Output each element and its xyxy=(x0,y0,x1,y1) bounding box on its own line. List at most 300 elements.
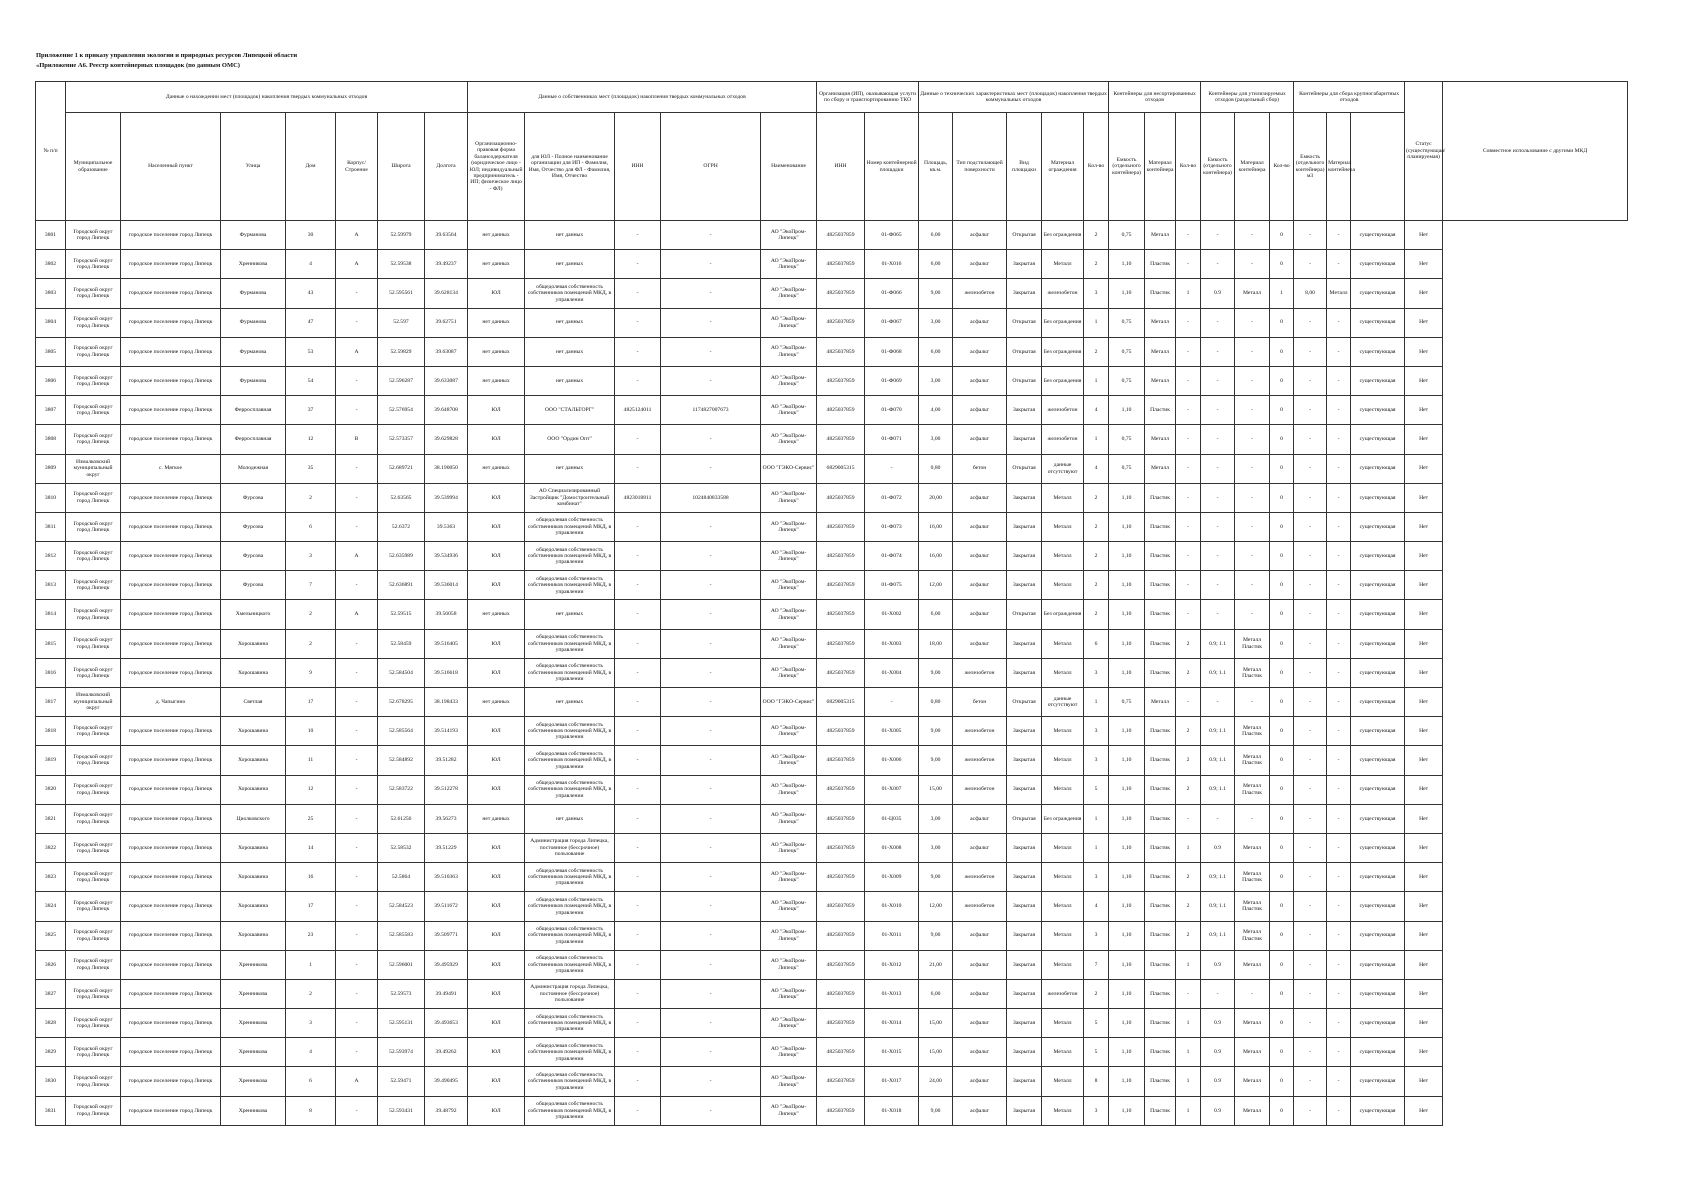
table-cell xyxy=(1294,1009,1327,1038)
column-header: Материал контейнера xyxy=(1145,113,1176,221)
cell-text: Пластик xyxy=(1150,786,1171,793)
table-cell xyxy=(525,425,615,454)
table-cell xyxy=(865,600,919,629)
table-cell xyxy=(468,483,525,512)
cell-text: - xyxy=(636,844,639,851)
cell-text: Измалковский муниципальный округ xyxy=(73,458,113,478)
table-cell xyxy=(1294,629,1327,658)
table-cell xyxy=(1201,717,1235,746)
cell-text: Городской округ город Липецк xyxy=(73,1016,113,1030)
table-cell xyxy=(1327,1009,1351,1038)
table-cell xyxy=(865,279,919,308)
cell-text: асфальт xyxy=(970,932,989,939)
table-cell xyxy=(1176,454,1201,483)
cell-text: Хорошавина xyxy=(238,786,268,793)
cell-text: АО "ЭкоПром-Липецк" xyxy=(770,637,807,650)
cell-text: - xyxy=(709,990,712,997)
cell-text: Городской округ город Липецк xyxy=(73,374,113,388)
table-cell xyxy=(761,512,817,541)
cell-text: Металл xyxy=(1151,319,1170,326)
table-cell xyxy=(817,396,865,425)
cell-text: 18,00 xyxy=(929,640,942,647)
table-cell xyxy=(661,892,761,921)
cell-text: железобетон xyxy=(1047,407,1078,414)
cell-text: Закрытая xyxy=(1012,1107,1036,1114)
table-cell xyxy=(1327,717,1351,746)
cell-text: 1,10 xyxy=(1121,961,1132,968)
cell-text: ООО "Ордин Опт" xyxy=(547,436,592,443)
table-cell xyxy=(1270,979,1294,1008)
table-cell xyxy=(761,950,817,979)
cell-text: Открытая xyxy=(1012,377,1036,384)
table-cell xyxy=(661,717,761,746)
table-cell xyxy=(919,746,953,775)
table-cell xyxy=(1084,279,1109,308)
cell-text: - xyxy=(636,640,639,647)
table-row xyxy=(36,775,1628,804)
cell-text: Металл xyxy=(1053,523,1072,530)
table-cell xyxy=(1007,804,1042,833)
cell-text: существующая xyxy=(1359,261,1396,268)
table-cell xyxy=(1351,746,1405,775)
table-cell xyxy=(761,921,817,950)
table-cell xyxy=(661,571,761,600)
cell-text: существующая xyxy=(1359,436,1396,443)
table-cell xyxy=(1327,921,1351,950)
table-cell xyxy=(1109,512,1145,541)
table-cell xyxy=(525,396,615,425)
cell-text: 0 xyxy=(1280,231,1283,238)
table-row xyxy=(36,688,1628,717)
cell-text: Металл xyxy=(1151,377,1170,384)
cell-text: 9,00 xyxy=(930,728,941,735)
cell-text: - xyxy=(1337,1107,1340,1114)
table-cell xyxy=(1109,833,1145,862)
table-cell xyxy=(221,979,286,1008)
column-header: ИНН xyxy=(817,113,865,221)
table-cell xyxy=(1327,775,1351,804)
cell-text: Нет xyxy=(1419,961,1429,968)
cell-text: - xyxy=(1309,319,1311,326)
cell-text: АО "ЭкоПром-Липецк" xyxy=(770,929,807,942)
table-cell xyxy=(1351,629,1405,658)
table-cell xyxy=(378,950,425,979)
table-cell xyxy=(1235,775,1270,804)
table-cell xyxy=(761,221,817,250)
table-cell xyxy=(1270,746,1294,775)
cell-text: 3817 xyxy=(44,698,57,705)
table-cell xyxy=(865,425,919,454)
cell-text: 3,00 xyxy=(930,436,941,443)
cell-text: - xyxy=(1216,611,1219,618)
cell-text: - xyxy=(709,961,712,968)
table-cell xyxy=(1084,308,1109,337)
table-cell xyxy=(286,863,336,892)
table-cell xyxy=(1176,1096,1201,1125)
table-cell xyxy=(66,892,121,921)
cell-text: - xyxy=(355,407,358,414)
cell-text: - xyxy=(709,1078,712,1085)
cell-text: - xyxy=(1216,698,1219,705)
table-cell xyxy=(1351,1038,1405,1067)
cell-text: Городской округ город Липецк xyxy=(73,491,113,504)
cell-text: 0 xyxy=(1280,261,1283,268)
cell-text: 15,00 xyxy=(929,786,942,793)
table-cell xyxy=(615,629,661,658)
table-cell xyxy=(336,308,378,337)
table-cell xyxy=(919,717,953,746)
cell-text: - xyxy=(636,669,639,676)
table-cell xyxy=(1270,688,1294,717)
table-cell xyxy=(525,308,615,337)
cell-text: ЮЛ xyxy=(491,1019,501,1026)
cell-text: 0 xyxy=(1280,669,1283,676)
cell-text: Пластик xyxy=(1150,757,1171,764)
table-cell xyxy=(953,425,1007,454)
cell-text: Фурманова xyxy=(239,231,267,238)
cell-text: 0 xyxy=(1280,611,1283,618)
cell-text: Пластик xyxy=(1150,523,1171,530)
cell-text: 1 xyxy=(1186,290,1190,297)
cell-text: ЮЛ xyxy=(491,728,501,735)
table-cell xyxy=(761,483,817,512)
table-cell xyxy=(221,308,286,337)
table-cell xyxy=(1235,396,1270,425)
cell-text: ЮЛ xyxy=(491,1107,501,1114)
table-cell xyxy=(919,629,953,658)
table-cell xyxy=(286,892,336,921)
cell-text: 2 xyxy=(309,611,312,618)
table-cell xyxy=(1351,425,1405,454)
table-cell xyxy=(919,396,953,425)
cell-text: общедолевая собственность собственников помещений МКД, в управлении xyxy=(527,1071,612,1091)
cell-text: 0 xyxy=(1280,728,1283,735)
table-cell xyxy=(1176,425,1201,454)
cell-text: - xyxy=(1309,552,1311,559)
cell-text: 0,75 xyxy=(1121,465,1132,472)
cell-text: - xyxy=(1309,961,1311,968)
cell-text: Металл Пластик xyxy=(1242,754,1263,767)
cell-text: 4,00 xyxy=(930,407,941,414)
table-cell xyxy=(1176,658,1201,687)
table-cell xyxy=(661,688,761,717)
table-cell xyxy=(121,571,221,600)
table-cell xyxy=(1327,396,1351,425)
cell-text: 1 xyxy=(1094,815,1098,822)
table-cell xyxy=(1084,979,1109,1008)
table-cell xyxy=(1109,396,1145,425)
cell-text: 0 xyxy=(1280,874,1283,881)
cell-text: ЮЛ xyxy=(491,1078,501,1085)
cell-text: Пластик xyxy=(1150,990,1171,997)
cell-text: 3 xyxy=(1094,1107,1098,1114)
cell-text: - xyxy=(1309,990,1311,997)
cell-text: ЮЛ xyxy=(491,436,501,443)
cell-text: - xyxy=(1187,523,1189,530)
cell-text: асфальт xyxy=(970,582,989,589)
cell-text: 52.58459 xyxy=(390,640,412,647)
table-cell xyxy=(1007,337,1042,366)
table-cell xyxy=(865,746,919,775)
table-cell xyxy=(1405,775,1443,804)
table-cell xyxy=(919,308,953,337)
cell-text: Хренникова xyxy=(238,961,268,968)
cell-text: Нет xyxy=(1419,582,1429,589)
cell-text: - xyxy=(355,990,358,997)
table-cell xyxy=(817,250,865,279)
cell-text: Закрытая xyxy=(1012,786,1036,793)
table-cell xyxy=(221,658,286,687)
cell-text: АО "ЭкоПром-Липецк" xyxy=(770,1016,807,1030)
table-cell xyxy=(425,600,468,629)
table-cell xyxy=(1042,921,1084,950)
table-cell xyxy=(336,863,378,892)
table-cell xyxy=(1405,396,1443,425)
cell-text: 0 xyxy=(1280,1019,1283,1026)
table-cell xyxy=(286,366,336,395)
cell-text: ЮЛ xyxy=(491,552,501,559)
cell-text: 4 xyxy=(1094,903,1098,910)
cell-text: 3808 xyxy=(44,436,57,443)
cell-text: - xyxy=(1337,1019,1340,1026)
table-row xyxy=(36,425,1628,454)
cell-text: Пластик xyxy=(1150,903,1171,910)
cell-text: - xyxy=(1187,231,1189,238)
column-header: Широта xyxy=(378,113,425,221)
table-cell xyxy=(817,512,865,541)
cell-text: общедолевая собственность собственников помещений МКД, в управлении xyxy=(527,1042,612,1062)
cell-text: Металл xyxy=(1053,961,1072,968)
table-cell xyxy=(661,629,761,658)
table-cell xyxy=(817,1067,865,1096)
table-cell xyxy=(919,979,953,1008)
table-cell xyxy=(1145,863,1176,892)
cell-text: - xyxy=(1216,407,1219,414)
cell-text: 3824 xyxy=(44,903,57,910)
cell-text: - xyxy=(1337,348,1340,355)
cell-text: - xyxy=(636,523,639,530)
table-cell xyxy=(1042,658,1084,687)
table-cell xyxy=(865,1096,919,1125)
table-cell xyxy=(121,221,221,250)
cell-text: А xyxy=(354,231,359,238)
table-cell xyxy=(1176,950,1201,979)
table-cell xyxy=(953,863,1007,892)
cell-text: городское поселение город Липецк xyxy=(128,669,213,676)
table-cell xyxy=(1007,979,1042,1008)
cell-text: 1 xyxy=(1094,377,1098,384)
cell-text: нет данных xyxy=(482,319,510,326)
cell-text: 0 xyxy=(1280,436,1283,443)
cell-text: А xyxy=(354,261,359,268)
table-row xyxy=(36,833,1628,862)
cell-text: 1 xyxy=(1094,698,1098,705)
cell-text: - xyxy=(355,377,358,384)
table-row xyxy=(36,1009,1628,1038)
table-cell xyxy=(36,425,66,454)
cell-text: А xyxy=(354,348,359,355)
cell-text: Закрытая xyxy=(1012,552,1036,559)
table-cell xyxy=(953,833,1007,862)
table-cell xyxy=(1084,804,1109,833)
table-cell xyxy=(1270,308,1294,337)
table-cell xyxy=(1145,279,1176,308)
cell-text: Пластик xyxy=(1150,844,1171,851)
table-cell xyxy=(919,483,953,512)
table-cell xyxy=(1235,688,1270,717)
cell-text: Закрытая xyxy=(1012,436,1036,443)
table-cell xyxy=(1145,804,1176,833)
column-header: Кол-во xyxy=(1176,113,1201,221)
table-cell xyxy=(1405,1096,1443,1125)
table-cell xyxy=(336,717,378,746)
cell-text: АО "ЭкоПром-Липецк" xyxy=(770,1075,807,1088)
table-cell xyxy=(865,366,919,395)
table-cell xyxy=(661,1009,761,1038)
cell-text: существующая xyxy=(1359,1107,1396,1114)
table-cell xyxy=(121,863,221,892)
cell-text: Пластик xyxy=(1150,728,1171,735)
table-row xyxy=(36,746,1628,775)
cell-text: Фурманова xyxy=(239,319,267,326)
cell-text: - xyxy=(636,1107,639,1114)
table-cell xyxy=(1405,979,1443,1008)
cell-text: - xyxy=(636,786,639,793)
table-cell xyxy=(1270,221,1294,250)
cell-text: Пластик xyxy=(1150,290,1171,297)
table-cell xyxy=(1201,979,1235,1008)
cell-text: - xyxy=(709,757,712,764)
table-cell xyxy=(468,1009,525,1038)
cell-text: - xyxy=(1251,582,1253,589)
cell-text: АО "ЭкоПром-Липецк" xyxy=(770,783,807,796)
cell-text: - xyxy=(355,757,358,764)
cell-text: городское поселение город Липецк xyxy=(128,552,213,559)
table-cell xyxy=(817,688,865,717)
cell-text: городское поселение город Липецк xyxy=(128,1107,213,1114)
cell-text: 3826 xyxy=(44,961,57,968)
table-cell xyxy=(1007,250,1042,279)
cell-text: Светлая xyxy=(243,698,263,705)
cell-text: - xyxy=(890,465,893,472)
table-cell xyxy=(1294,658,1327,687)
table-cell xyxy=(525,1067,615,1096)
column-header: Улица xyxy=(221,113,286,221)
table-cell xyxy=(66,746,121,775)
table-cell xyxy=(761,1096,817,1125)
table-cell xyxy=(425,1009,468,1038)
table-cell xyxy=(865,571,919,600)
table-cell xyxy=(66,221,121,250)
table-cell xyxy=(1351,337,1405,366)
table-cell xyxy=(1327,542,1351,571)
cell-text: АО "ЭкоПром-Липецк" xyxy=(770,228,807,242)
table-cell xyxy=(468,979,525,1008)
table-cell xyxy=(1201,775,1235,804)
table-cell xyxy=(425,717,468,746)
table-cell xyxy=(121,308,221,337)
table-cell xyxy=(865,1038,919,1067)
cell-text: В xyxy=(354,436,359,443)
table-cell xyxy=(66,250,121,279)
cell-text: 0.9 xyxy=(1214,961,1222,968)
cell-text: - xyxy=(709,874,712,881)
table-cell xyxy=(1235,250,1270,279)
table-cell xyxy=(761,979,817,1008)
table-cell xyxy=(1109,629,1145,658)
table-cell xyxy=(221,221,286,250)
cell-text: 39.495929 xyxy=(434,961,458,968)
table-cell xyxy=(1084,337,1109,366)
cell-text: 01-Х014 xyxy=(881,1019,902,1026)
table-cell xyxy=(336,892,378,921)
table-cell xyxy=(761,454,817,483)
cell-text: АО "ЭкоПром-Липецк" xyxy=(770,987,807,1000)
cell-text: асфальт xyxy=(970,1049,989,1056)
cell-text: 52.59538 xyxy=(390,261,412,268)
table-cell xyxy=(121,921,221,950)
table-row xyxy=(36,512,1628,541)
table-cell xyxy=(661,279,761,308)
cell-text: городское поселение город Липецк xyxy=(128,1078,213,1085)
cell-text: 39.49491 xyxy=(435,990,457,997)
cell-text: - xyxy=(1187,582,1189,589)
table-cell xyxy=(761,250,817,279)
cell-text: 52.585583 xyxy=(389,932,413,939)
table-cell xyxy=(286,221,336,250)
table-cell xyxy=(36,279,66,308)
cell-text: 2 xyxy=(1094,348,1098,355)
cell-text: А xyxy=(354,552,359,559)
table-cell xyxy=(1201,366,1235,395)
table-cell xyxy=(953,921,1007,950)
cell-text: д. Чапыгино xyxy=(155,698,186,705)
table-cell xyxy=(525,600,615,629)
cell-text: Молодежная xyxy=(237,465,269,472)
table-cell xyxy=(66,571,121,600)
cell-text: существующая xyxy=(1359,552,1396,559)
cell-text: А xyxy=(354,1078,359,1085)
table-cell xyxy=(221,600,286,629)
cell-text: существующая xyxy=(1359,523,1396,530)
table-cell xyxy=(953,717,1007,746)
table-cell xyxy=(378,337,425,366)
table-cell xyxy=(336,833,378,862)
table-cell xyxy=(1145,454,1176,483)
table-cell xyxy=(817,950,865,979)
cell-text: 1,10 xyxy=(1121,815,1132,822)
table-cell xyxy=(468,425,525,454)
cell-text: 0 xyxy=(1280,494,1283,501)
cell-text: ЮЛ xyxy=(491,494,501,501)
cell-text: 7 xyxy=(1094,961,1098,968)
table-cell xyxy=(36,863,66,892)
table-row xyxy=(36,396,1628,425)
cell-text: 4825037859 xyxy=(826,319,855,326)
table-cell xyxy=(1042,688,1084,717)
table-cell xyxy=(1327,512,1351,541)
cell-text: 3810 xyxy=(44,494,57,501)
cell-text: железобетон xyxy=(964,874,995,881)
table-cell xyxy=(1084,892,1109,921)
header-group: Данные о нахождении мест (площадок) накопления твердых коммунальных отходов xyxy=(66,82,468,113)
table-cell xyxy=(1294,483,1327,512)
cell-text: - xyxy=(1216,815,1219,822)
cell-text: Ферросплавная xyxy=(234,436,272,443)
cell-text: городское поселение город Липецк xyxy=(128,757,213,764)
table-cell xyxy=(1351,979,1405,1008)
table-cell xyxy=(1201,454,1235,483)
